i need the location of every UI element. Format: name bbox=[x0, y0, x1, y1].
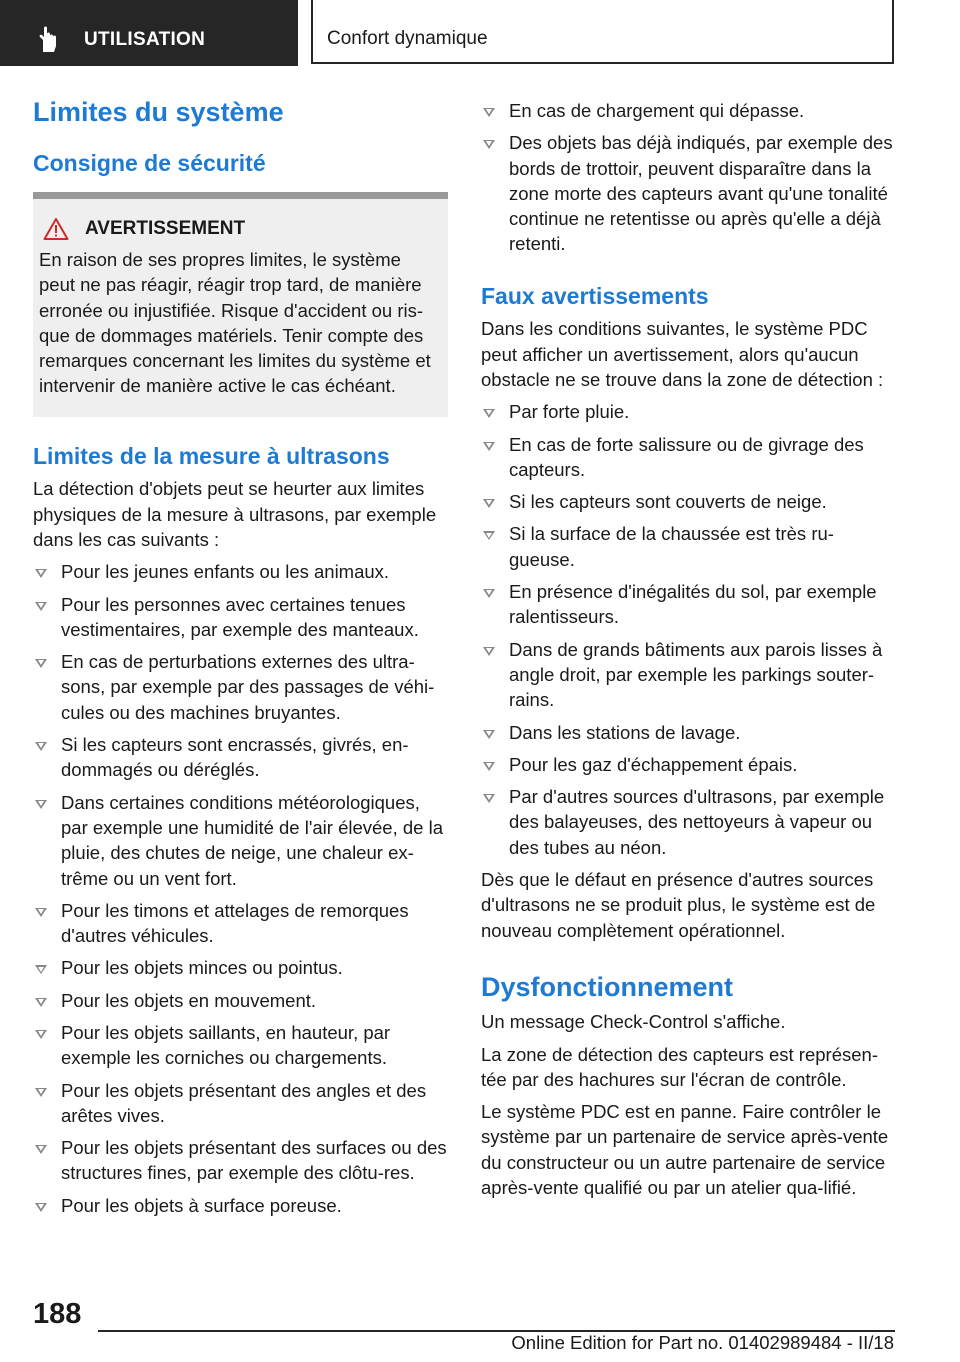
list-item: En cas de perturbations externes des ultra-sons, par exemple par des passages de véhi-cules ou des machines bruyantes. bbox=[33, 649, 448, 725]
list-item: En cas de forte salissure ou de givrage des capteurs. bbox=[481, 432, 897, 483]
list-item: Pour les objets présentant des surfaces ou des structures fines, par exemple des clôtu-res. bbox=[33, 1135, 448, 1186]
list-item: Pour les timons et attelages de remorques d'autres véhicules. bbox=[33, 898, 448, 949]
ultrasons-list bbox=[33, 559, 448, 1218]
ultrasons-intro: La détection d'objets peut se heurter aux limites physiques de la mesure à ultrasons, par exemple dans les cas suivants : bbox=[33, 478, 437, 550]
safety-subtitle: Consigne de sécurité bbox=[33, 150, 266, 177]
list-item: Dans les stations de lavage. bbox=[481, 720, 897, 745]
list-item: Dans de grands bâtiments aux parois lisses à angle droit, par exemple les parkings souter-rains. bbox=[481, 637, 897, 713]
malfunction-text-3: Le système PDC est en panne. Faire contrôler le système par un partenaire de service après-vente du constructeur ou un autre partenaire de service après-vente qualifié ou par un atelier qua-lifié. bbox=[481, 1101, 889, 1199]
list-item: Par forte pluie. bbox=[481, 399, 897, 424]
malfunction-heading: Dysfonctionnement bbox=[481, 971, 734, 1002]
warning-label: AVERTISSEMENT bbox=[85, 217, 246, 239]
list-item: Pour les gaz d'échappement épais. bbox=[481, 752, 897, 777]
list-item: Pour les objets en mouvement. bbox=[33, 988, 448, 1013]
chapter-tab bbox=[311, 0, 894, 64]
warning-box bbox=[33, 192, 448, 417]
warning-text: En raison de ses propres limites, le système peut ne pas réagir, réagir trop tard, de manière erronée ou injustifiée. Risque d'accident ou ris-que de dommages matériels. Tenir compte des remarques concernant les limites du système et intervenir de manière active le cas échéant. bbox=[39, 248, 431, 397]
list-item: Pour les objets à surface poreuse. bbox=[33, 1193, 448, 1218]
list-item: Pour les objets saillants, en hauteur, par exemple les corniches ou chargements. bbox=[33, 1020, 448, 1071]
list-item: Pour les jeunes enfants ou les animaux. bbox=[33, 559, 448, 584]
section-label: UTILISATION bbox=[84, 29, 206, 50]
list-item: Par d'autres sources d'ultrasons, par exemple des balayeuses, des nettoyeurs à vapeur ou des tubes au néon. bbox=[481, 784, 897, 860]
right-column bbox=[481, 98, 897, 1200]
malfunction-text-2: La zone de détection des capteurs est représen-tée par des hachures sur l'écran de contrôle. bbox=[481, 1043, 878, 1090]
false-warnings-outro: Dès que le défaut en présence d'autres sources d'ultrasons ne se produit plus, le système est de nouveau complètement opérationnel. bbox=[481, 869, 876, 941]
chapter-label: Confort dynamique bbox=[327, 28, 488, 49]
edition-note: Online Edition for Part no. 01402989484 - II/18 bbox=[511, 1332, 894, 1353]
page-number: 188 bbox=[33, 1298, 82, 1330]
list-item: Des objets bas déjà indiqués, par exemple des bords de trottoir, peuvent disparaître dans la zone morte des capteurs avant qu'une tonalité continue ne retentisse ou après qu'elle a déjà retenti. bbox=[481, 130, 897, 256]
continued-list bbox=[481, 98, 897, 257]
list-item: Pour les personnes avec certaines tenues vestimentaires, par exemple des manteaux. bbox=[33, 592, 448, 643]
false-warnings-intro: Dans les conditions suivantes, le système PDC peut afficher un avertissement, alors qu'aucun obstacle ne se trouve dans la zone de détection : bbox=[481, 318, 884, 390]
ultrasons-heading: Limites de la mesure à ultrasons bbox=[33, 442, 390, 469]
list-item: Pour les objets minces ou pointus. bbox=[33, 955, 448, 980]
list-item: Si les capteurs sont encrassés, givrés, en-dommagés ou déréglés. bbox=[33, 732, 448, 783]
list-item: Si les capteurs sont couverts de neige. bbox=[481, 489, 897, 514]
page-header bbox=[0, 0, 960, 66]
section-tab bbox=[0, 0, 298, 66]
malfunction-text-1: Un message Check-Control s'affiche. bbox=[481, 1011, 786, 1033]
list-item: Si la surface de la chaussée est très ru-gueuse. bbox=[481, 521, 897, 572]
warning-triangle-icon bbox=[43, 217, 69, 241]
list-item: En présence d'inégalités du sol, par exemple ralentisseurs. bbox=[481, 579, 897, 630]
hand-pointer-icon bbox=[34, 24, 64, 54]
list-item: Pour les objets présentant des angles et des arêtes vives. bbox=[33, 1078, 448, 1129]
section-title: Limites du système bbox=[33, 97, 284, 127]
warning-title bbox=[39, 217, 440, 241]
list-item: Dans certaines conditions météorologiques, par exemple une humidité de l'air élevée, de la pluie, des chutes de neige, une chaleur ex-trême ou un vent fort. bbox=[33, 790, 448, 891]
false-warnings-list bbox=[481, 399, 897, 860]
left-column bbox=[33, 96, 448, 1218]
list-item: En cas de chargement qui dépasse. bbox=[481, 98, 897, 123]
false-warnings-heading: Faux avertissements bbox=[481, 282, 709, 309]
